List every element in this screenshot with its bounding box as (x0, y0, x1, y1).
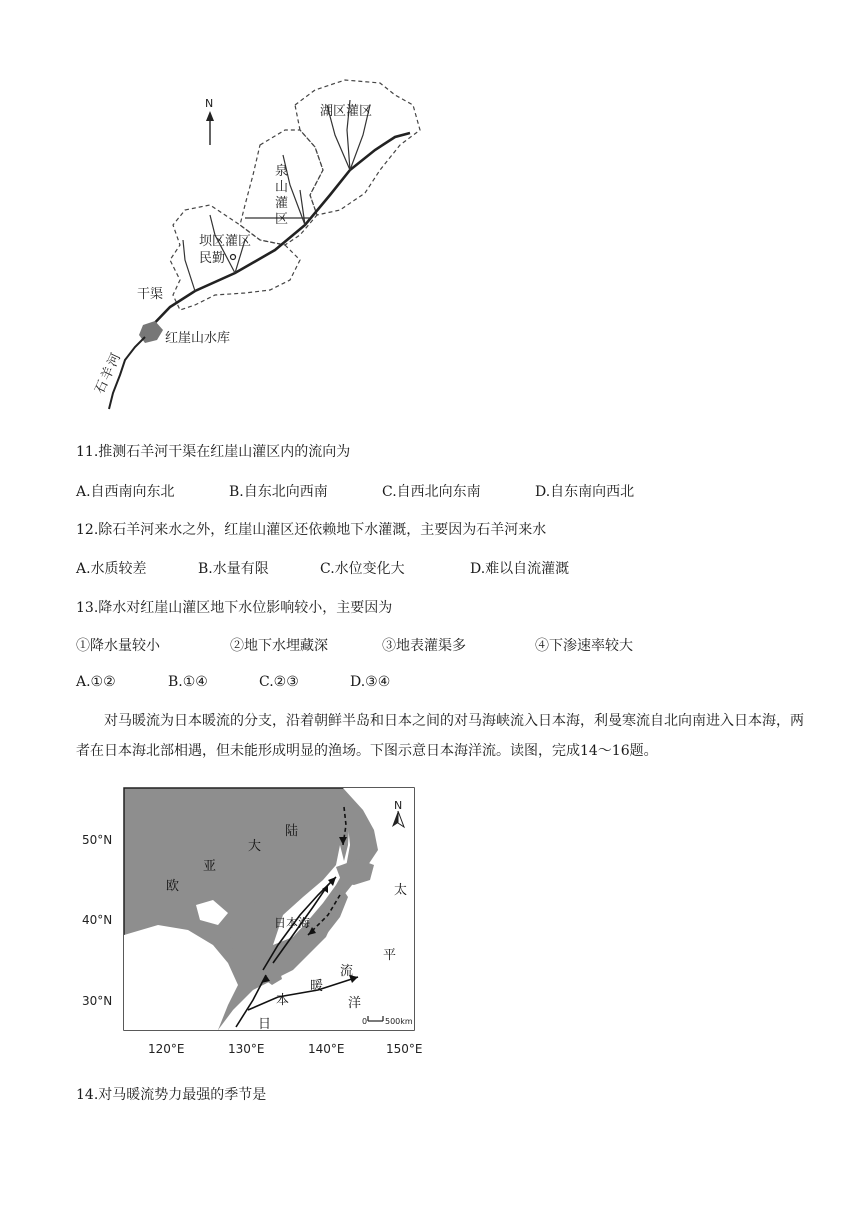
north-arrow-icon (206, 111, 214, 145)
passage-text: 对马暖流为日本暖流的分支，沿着朝鲜半岛和日本之间的对马海峡流入日本海，利曼寒流自北向南进入日本海，两者在日本海北部相遇，但未能形成明显的渔场。下图示意日本海洋流。读图，完成14～16题。 (76, 713, 804, 759)
lat-label-30: 30°N (82, 994, 113, 1008)
q11-stem: 11.推测石羊河干渠在红崖山灌区内的流向为 (76, 444, 351, 460)
river-label-2: 羊 (98, 364, 118, 383)
dam-district-label: 坝区灌区 (199, 234, 252, 249)
q11-option-b: B.自东北向西南 (229, 484, 328, 500)
q11-option-d: D.自东南向西北 (535, 484, 635, 500)
scale-label: 500km (385, 1017, 413, 1026)
q13-item-2: ②地下水埋藏深 (230, 638, 328, 654)
lon-label-120: 120°E (148, 1042, 185, 1056)
spring-district-label-3: 灌 (275, 196, 289, 211)
minqin-city-marker (231, 255, 236, 260)
irrigation-map (92, 75, 435, 420)
japan-sea-map (78, 785, 438, 1060)
city-label: 民勤 (199, 251, 226, 266)
spring-district-label-2: 山 (275, 180, 289, 195)
kuroshio-label-2: 本 (276, 993, 290, 1008)
q13-item-4: ④下渗速率较大 (535, 638, 633, 654)
q11-option-c: C.自西北向东南 (382, 484, 481, 500)
q11-option-a: A.自西南向东北 (76, 484, 175, 500)
lake-district-label: 湖区灌区 (320, 104, 373, 119)
q12-option-c: C.水位变化大 (320, 561, 405, 577)
eurasia-label-1: 欧 (166, 879, 180, 894)
river-label-3: 河 (105, 351, 125, 370)
kuroshio-label-3: 暖 (310, 979, 324, 994)
q12-option-b: B.水量有限 (198, 561, 269, 577)
canal-label: 干渠 (137, 287, 164, 302)
lon-label-130: 130°E (228, 1042, 265, 1056)
reservoir-label: 红崖山水库 (165, 331, 231, 346)
lon-label-140: 140°E (308, 1042, 345, 1056)
river-label-1: 石 (92, 378, 112, 397)
q13-option-c: C.②③ (259, 674, 299, 690)
q12-stem: 12.除石羊河来水之外，红崖山灌区还依赖地下水灌溉，主要因为石羊河来水 (76, 522, 547, 538)
north-label: N (394, 799, 403, 812)
lake-district-boundary (295, 80, 420, 215)
japan-sea-label: 日本海 (274, 916, 311, 930)
q13-item-1: ①降水量较小 (76, 638, 160, 654)
eurasia-label-4: 陆 (285, 824, 299, 839)
lon-label-150: 150°E (386, 1042, 423, 1056)
q13-option-a: A.①② (76, 674, 116, 690)
lat-label-50: 50°N (82, 833, 113, 847)
kuroshio-label-4: 流 (340, 964, 354, 979)
main-canal (145, 133, 410, 333)
spring-district-label-4: 区 (275, 212, 289, 227)
scale-zero: 0 (362, 1017, 368, 1026)
kuroshio-label-1: 日 (258, 1017, 272, 1032)
pacific-label-3: 洋 (348, 996, 362, 1011)
north-label: N (205, 97, 214, 110)
q13-stem: 13.降水对红崖山灌区地下水位影响较小，主要因为 (76, 600, 393, 616)
lat-label-40: 40°N (82, 913, 113, 927)
pacific-label-2: 平 (383, 948, 397, 963)
spring-district-label-1: 泉 (275, 164, 289, 179)
q14-stem: 14.对马暖流势力最强的季节是 (76, 1087, 267, 1103)
eurasia-label-3: 大 (248, 839, 262, 854)
eurasia-label-2: 亚 (203, 859, 217, 874)
q13-item-3: ③地表灌渠多 (382, 638, 466, 654)
pacific-label-1: 太 (394, 883, 408, 898)
q12-option-a: A.水质较差 (76, 561, 147, 577)
q12-option-d: D.难以自流灌溉 (470, 561, 570, 577)
q13-option-b: B.①④ (168, 674, 208, 690)
q13-option-d: D.③④ (350, 674, 391, 690)
